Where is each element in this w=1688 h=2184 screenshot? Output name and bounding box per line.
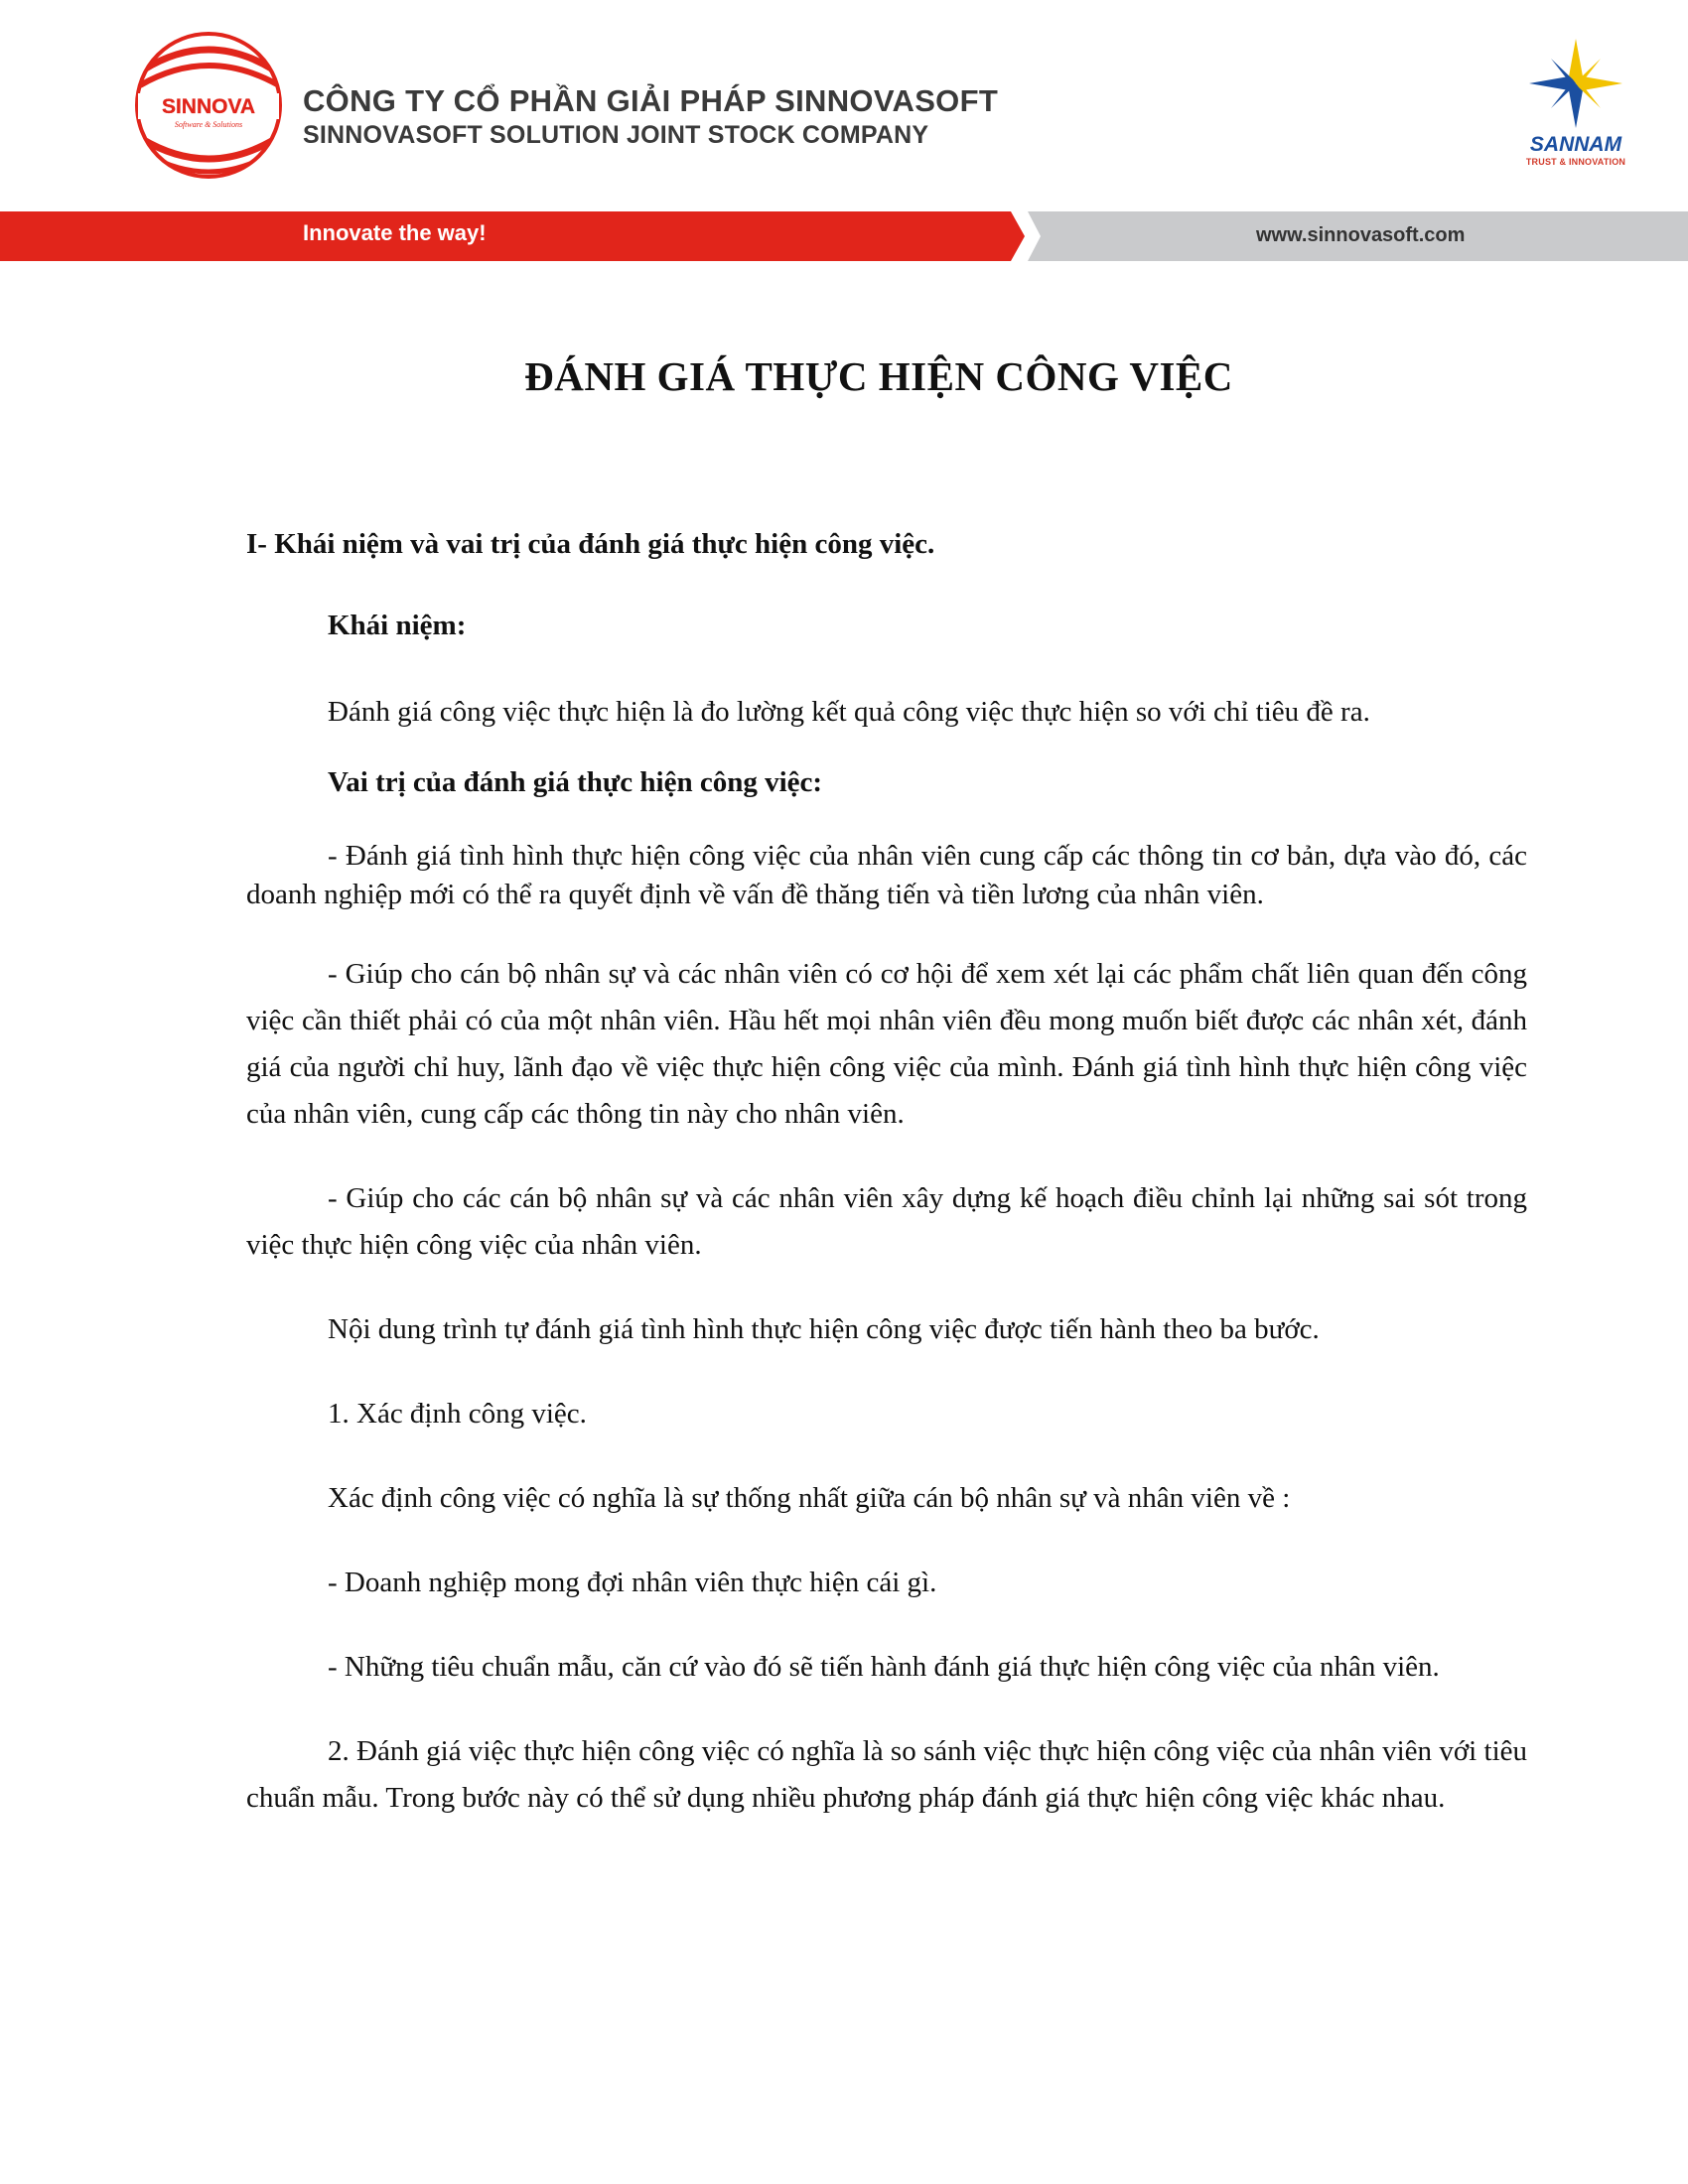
section-heading: I- Khái niệm và vai trị của đánh giá thực hiện công việc. bbox=[246, 528, 935, 560]
document-title: ĐÁNH GIÁ THỰC HIỆN CÔNG VIỆC bbox=[524, 353, 1233, 399]
step-1-bullet: - Doanh nghiệp mong đợi nhân viên thực hiện cái gì. bbox=[328, 1567, 937, 1598]
step-1-bullet: - Những tiêu chuẩn mẫu, căn cứ vào đó sẽ tiến hành đánh giá thực hiện công việc của nhân viên. bbox=[328, 1651, 1440, 1683]
concept-paragraph: Đánh giá công việc thực hiện là đo lường kết quả công việc thực hiện so với chỉ tiêu đề ra. bbox=[328, 696, 1370, 728]
slogan-text: Innovate the way! bbox=[303, 220, 487, 245]
step-1-heading: 1. Xác định công việc. bbox=[328, 1398, 587, 1430]
process-intro: Nội dung trình tự đánh giá tình hình thực hiện công việc được tiến hành theo ba bước. bbox=[328, 1313, 1320, 1345]
letterhead bbox=[0, 0, 1688, 268]
role-heading: Vai trị của đánh giá thực hiện công việc: bbox=[328, 766, 823, 798]
company-name-en: SINNOVASOFT SOLUTION JOINT STOCK COMPANY bbox=[303, 121, 929, 149]
role-item: - Giúp cho cán bộ nhân sự và các nhân viên có cơ hội để xem xét lại các phẩm chất liên quan đến công việc cần thiết phải có của một nhân viên. Hầu hết mọi nhân viên đều mong muốn biết được các nhân xét, đánh giá của người chỉ huy, lãnh đạo về việc thực hiện công việc của mình. Đánh giá tình hình thực hiện công việc của nhân viên, cung cấp các thông tin này cho nhân viên. bbox=[246, 958, 1527, 1130]
step-1-text: Xác định công việc có nghĩa là sự thống nhất giữa cán bộ nhân sự và nhân viên về : bbox=[328, 1482, 1291, 1514]
step-2-paragraph: 2. Đánh giá việc thực hiện công việc có nghĩa là so sánh việc thực hiện công việc của nhân viên với tiêu chuẩn mẫu. Trong bước này có thể sử dụng nhiều phương pháp đánh giá thực hiện công việc khác nhau. bbox=[246, 1735, 1527, 1814]
website-link[interactable]: www.sinnovasoft.com bbox=[1256, 224, 1466, 246]
company-name-vn: CÔNG TY CỔ PHẦN GIẢI PHÁP SINNOVASOFT bbox=[303, 83, 999, 118]
compass-star-icon bbox=[1521, 34, 1630, 133]
role-item: - Đánh giá tình hình thực hiện công việc của nhân viên cung cấp các thông tin cơ bản, dựa vào đó, các doanh nghiệp mới có thể ra quyết định về vấn đề thăng tiến và tiền lương của nhân viên. bbox=[246, 840, 1527, 910]
partner-tagline: TRUST & INNOVATION bbox=[1525, 157, 1626, 167]
partner-brand-name: SANNAM bbox=[1529, 133, 1622, 156]
role-item: - Giúp cho các cán bộ nhân sự và các nhân viên xây dựng kế hoạch điều chỉnh lại những sai sót trong việc thực hiện công việc của nhân viên. bbox=[246, 1182, 1527, 1261]
document-body bbox=[246, 521, 1527, 1822]
logo-subtitle: Software & Solutions bbox=[174, 120, 243, 129]
logo-wordmark: SINNOVA bbox=[161, 95, 256, 118]
sinnova-logo bbox=[134, 30, 283, 181]
company-name-block bbox=[303, 83, 998, 151]
sannam-logo bbox=[1521, 34, 1630, 173]
concept-heading: Khái niệm: bbox=[328, 610, 467, 641]
